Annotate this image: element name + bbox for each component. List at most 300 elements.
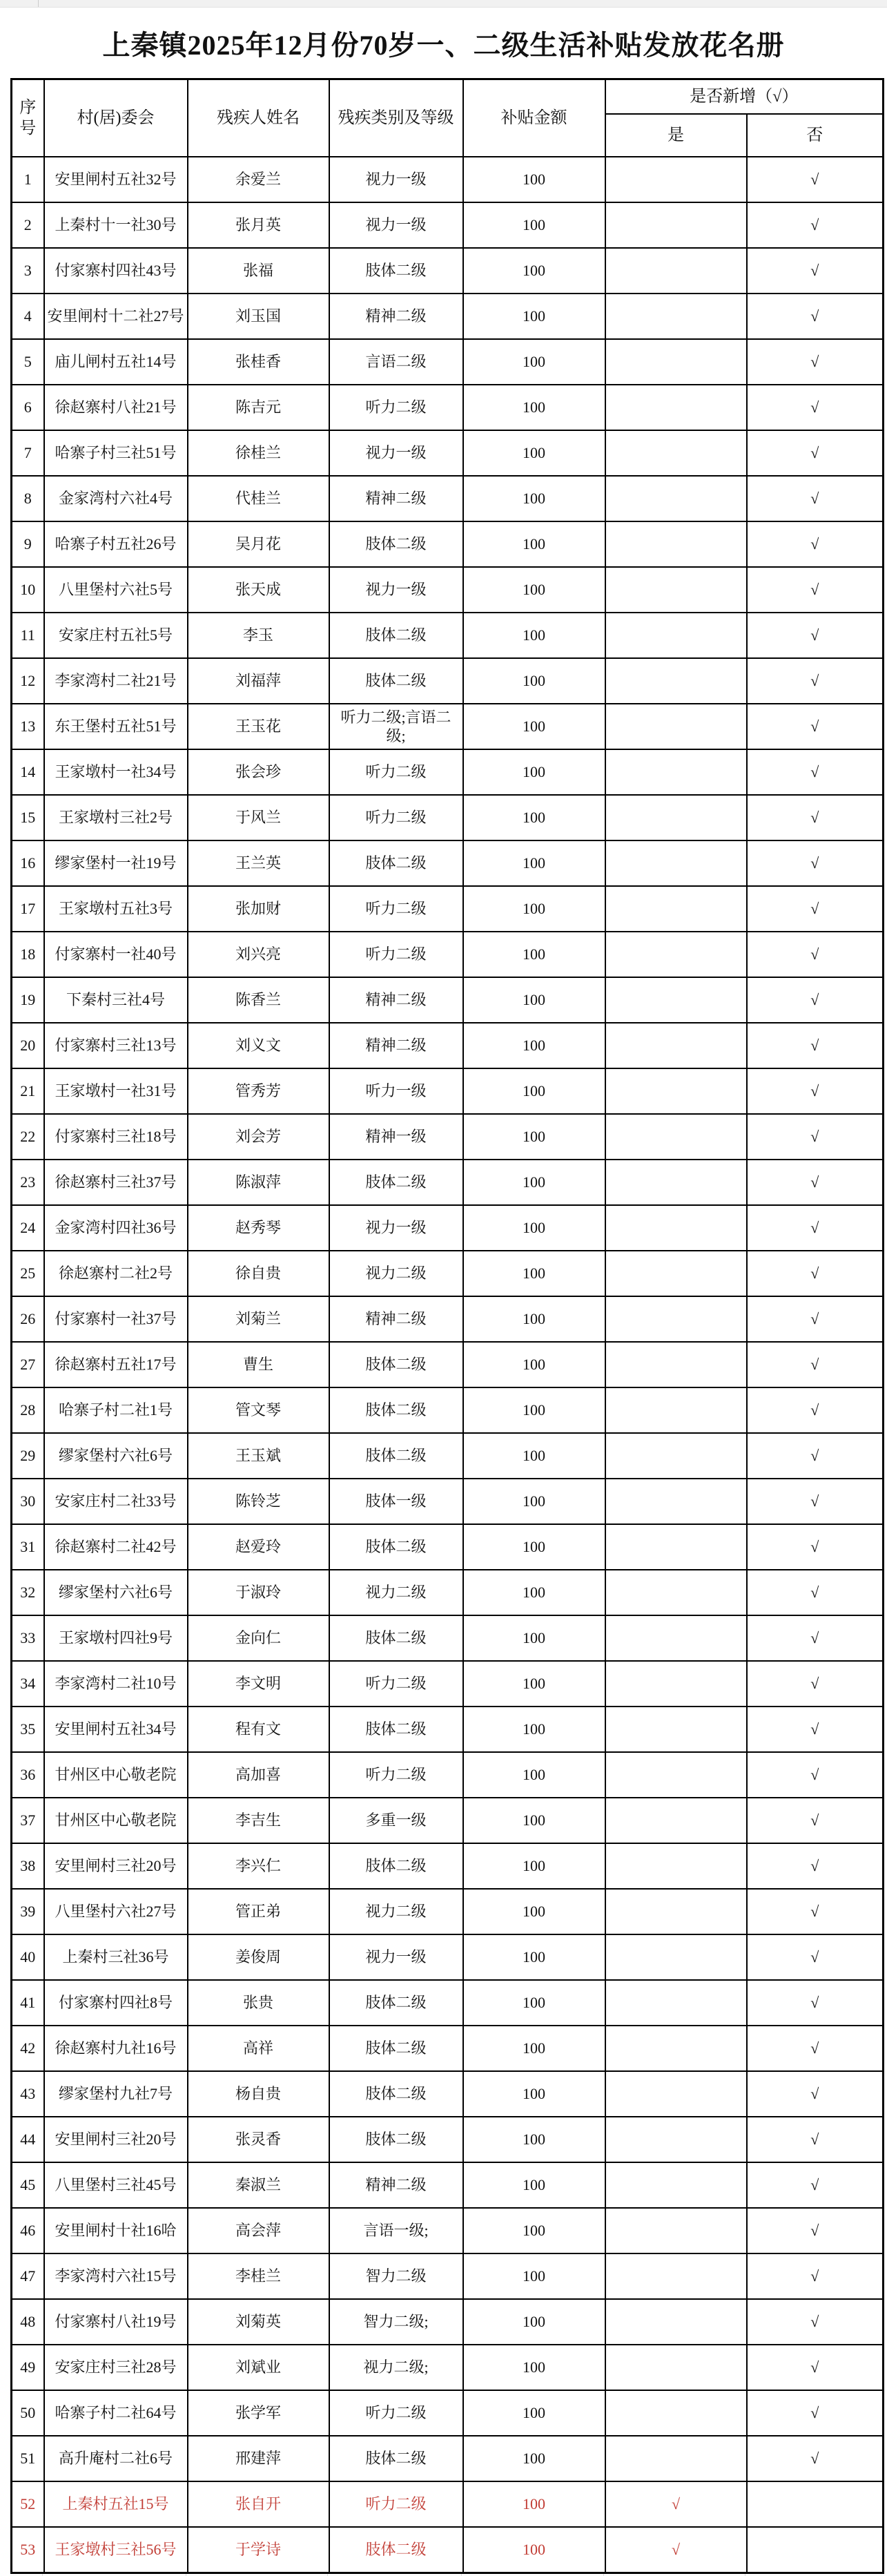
cell-name: 陈香兰 (188, 977, 329, 1023)
cell-amount: 100 (463, 157, 605, 202)
table-row (12, 1661, 884, 1707)
cell-name: 张桂香 (188, 339, 329, 385)
cell-seq: 36 (12, 1752, 44, 1798)
cell-is-new-yes (605, 977, 747, 1023)
cell-category: 视力一级 (329, 567, 463, 613)
cell-amount: 100 (463, 1843, 605, 1889)
table-row (12, 1160, 884, 1205)
cell-seq: 15 (12, 795, 44, 840)
cell-seq: 41 (12, 1980, 44, 2026)
cell-is-new-yes (605, 521, 747, 567)
cell-is-new-no: √ (747, 1570, 884, 1615)
cell-amount: 100 (463, 567, 605, 613)
cell-amount: 100 (463, 1707, 605, 1752)
cell-seq: 35 (12, 1707, 44, 1752)
cell-amount: 100 (463, 658, 605, 704)
cell-amount: 100 (463, 1661, 605, 1707)
cell-village: 徐赵寨村三社37号 (44, 1160, 188, 1205)
cell-is-new-no: √ (747, 567, 884, 613)
cell-is-new-yes (605, 2026, 747, 2071)
cell-amount: 100 (463, 886, 605, 932)
cell-name: 刘菊兰 (188, 1296, 329, 1342)
cell-amount: 100 (463, 1296, 605, 1342)
cell-village: 甘州区中心敬老院 (44, 1798, 188, 1843)
cell-name: 陈淑萍 (188, 1160, 329, 1205)
cell-village: 东王堡村五社51号 (44, 704, 188, 749)
cell-seq: 7 (12, 430, 44, 476)
cell-seq: 30 (12, 1479, 44, 1524)
table-row (12, 1798, 884, 1843)
table-row (12, 1980, 884, 2026)
cell-amount: 100 (463, 202, 605, 248)
cell-village: 付家寨村一社40号 (44, 932, 188, 977)
table-row (12, 521, 884, 567)
cell-category: 肢体二级 (329, 1160, 463, 1205)
cell-is-new-no: √ (747, 1296, 884, 1342)
cell-is-new-yes (605, 1798, 747, 1843)
table-header (12, 79, 884, 157)
header-is-new-no: 否 (747, 114, 884, 157)
cell-amount: 100 (463, 385, 605, 430)
cell-village: 安里闸村五社32号 (44, 157, 188, 202)
gridline-artifact (461, 2574, 462, 2576)
cell-name: 张贵 (188, 1980, 329, 2026)
table-row (12, 932, 884, 977)
cell-is-new-no: √ (747, 2026, 884, 2071)
cell-amount: 100 (463, 521, 605, 567)
cell-category: 智力二级 (329, 2253, 463, 2299)
cell-name: 姜俊周 (188, 1934, 329, 1980)
cell-category: 肢体二级 (329, 1387, 463, 1433)
cell-village: 庙儿闸村五社14号 (44, 339, 188, 385)
cell-name: 李吉生 (188, 1798, 329, 1843)
cell-village: 徐赵寨村九社16号 (44, 2026, 188, 2071)
table-row (12, 1068, 884, 1114)
cell-village: 付家寨村四社8号 (44, 1980, 188, 2026)
cell-category: 视力一级 (329, 1934, 463, 1980)
cell-amount: 100 (463, 1433, 605, 1479)
cell-village: 哈寨子村二社64号 (44, 2390, 188, 2436)
cell-is-new-yes (605, 1980, 747, 2026)
cell-village: 金家湾村四社36号 (44, 1205, 188, 1251)
cell-village: 八里堡村三社45号 (44, 2162, 188, 2208)
table-row (12, 1707, 884, 1752)
cell-is-new-no (747, 2481, 884, 2527)
table-row (12, 1296, 884, 1342)
cell-amount: 100 (463, 1752, 605, 1798)
cell-seq: 53 (12, 2527, 44, 2573)
cell-is-new-yes (605, 1342, 747, 1387)
cell-is-new-no: √ (747, 840, 884, 886)
cell-is-new-no: √ (747, 977, 884, 1023)
cell-seq: 4 (12, 294, 44, 339)
cell-is-new-no: √ (747, 476, 884, 521)
cell-category: 视力二级; (329, 2345, 463, 2390)
cell-village: 付家寨村八社19号 (44, 2299, 188, 2345)
cell-is-new-yes (605, 1889, 747, 1934)
cell-category: 肢体二级 (329, 1615, 463, 1661)
cell-is-new-yes (605, 1707, 747, 1752)
table-row (12, 294, 884, 339)
table-row (12, 704, 884, 749)
cell-is-new-yes (605, 658, 747, 704)
cell-village: 李家湾村二社21号 (44, 658, 188, 704)
table-row (12, 886, 884, 932)
cell-name: 张灵香 (188, 2117, 329, 2162)
cell-name: 刘福萍 (188, 658, 329, 704)
cell-amount: 100 (463, 2253, 605, 2299)
cell-name: 刘会芳 (188, 1114, 329, 1160)
spreadsheet-edge-artifact (0, 0, 887, 8)
cell-is-new-no: √ (747, 613, 884, 658)
cell-is-new-no: √ (747, 1342, 884, 1387)
cell-is-new-yes (605, 1524, 747, 1570)
cell-is-new-no: √ (747, 1615, 884, 1661)
cell-is-new-no: √ (747, 2071, 884, 2117)
cell-category: 听力二级 (329, 1661, 463, 1707)
page-title: 上秦镇2025年12月份70岁一、二级生活补贴发放花名册 (102, 29, 785, 61)
cell-category: 精神二级 (329, 1296, 463, 1342)
table-row (12, 2390, 884, 2436)
cell-amount: 100 (463, 2162, 605, 2208)
cell-seq: 2 (12, 202, 44, 248)
cell-amount: 100 (463, 1068, 605, 1114)
table-row (12, 1524, 884, 1570)
cell-seq: 3 (12, 248, 44, 294)
table-row (12, 1433, 884, 1479)
cell-is-new-no: √ (747, 1980, 884, 2026)
cell-amount: 100 (463, 2299, 605, 2345)
cell-category: 视力二级 (329, 1251, 463, 1296)
subsidy-roster-table (10, 78, 884, 2574)
cell-seq: 42 (12, 2026, 44, 2071)
cell-seq: 32 (12, 1570, 44, 1615)
cell-name: 李文明 (188, 1661, 329, 1707)
cell-village: 哈寨子村三社51号 (44, 430, 188, 476)
cell-name: 张自开 (188, 2481, 329, 2527)
cell-seq: 9 (12, 521, 44, 567)
cell-is-new-no: √ (747, 1798, 884, 1843)
cell-village: 高升庵村二社6号 (44, 2436, 188, 2481)
cell-category: 精神二级 (329, 476, 463, 521)
cell-is-new-no: √ (747, 1251, 884, 1296)
cell-name: 高会萍 (188, 2208, 329, 2253)
cell-village: 安里闸村十社16哈 (44, 2208, 188, 2253)
cell-seq: 34 (12, 1661, 44, 1707)
cell-is-new-yes (605, 795, 747, 840)
cell-amount: 100 (463, 2208, 605, 2253)
below-table-artifacts (10, 2574, 882, 2576)
cell-village: 安里闸村三社20号 (44, 1843, 188, 1889)
cell-amount: 100 (463, 932, 605, 977)
cell-seq: 1 (12, 157, 44, 202)
cell-name: 陈吉元 (188, 385, 329, 430)
table-row (12, 1615, 884, 1661)
cell-name: 张会珍 (188, 749, 329, 795)
cell-is-new-yes (605, 704, 747, 749)
cell-is-new-yes (605, 2117, 747, 2162)
cell-category: 听力一级 (329, 1068, 463, 1114)
cell-is-new-no: √ (747, 1843, 884, 1889)
cell-category: 言语二级 (329, 339, 463, 385)
cell-amount: 100 (463, 1205, 605, 1251)
cell-name: 秦淑兰 (188, 2162, 329, 2208)
table-row (12, 2208, 884, 2253)
cell-seq: 46 (12, 2208, 44, 2253)
header-category: 残疾类别及等级 (329, 79, 463, 157)
cell-category: 听力二级;言语二级; (329, 704, 463, 749)
table-row (12, 749, 884, 795)
cell-village: 徐赵寨村二社2号 (44, 1251, 188, 1296)
cell-is-new-yes (605, 840, 747, 886)
cell-category: 听力二级 (329, 795, 463, 840)
cell-amount: 100 (463, 2345, 605, 2390)
cell-seq: 27 (12, 1342, 44, 1387)
cell-village: 安里闸村五社34号 (44, 1707, 188, 1752)
cell-category: 肢体二级 (329, 1843, 463, 1889)
cell-is-new-no: √ (747, 521, 884, 567)
cell-seq: 20 (12, 1023, 44, 1068)
cell-seq: 8 (12, 476, 44, 521)
cell-seq: 48 (12, 2299, 44, 2345)
cell-is-new-yes (605, 385, 747, 430)
cell-village: 八里堡村六社27号 (44, 1889, 188, 1934)
cell-is-new-yes (605, 1160, 747, 1205)
table-row (12, 2436, 884, 2481)
cell-category: 听力二级 (329, 932, 463, 977)
cell-seq: 49 (12, 2345, 44, 2390)
table-row (12, 1752, 884, 1798)
cell-name: 金向仁 (188, 1615, 329, 1661)
cell-category: 听力二级 (329, 1752, 463, 1798)
cell-is-new-yes: √ (605, 2527, 747, 2573)
cell-category: 听力二级 (329, 2481, 463, 2527)
cell-is-new-yes (605, 339, 747, 385)
cell-category: 听力二级 (329, 886, 463, 932)
cell-category: 肢体二级 (329, 2026, 463, 2071)
cell-village: 安家庄村二社33号 (44, 1479, 188, 1524)
cell-amount: 100 (463, 1023, 605, 1068)
cell-village: 八里堡村六社5号 (44, 567, 188, 613)
cell-is-new-yes (605, 1570, 747, 1615)
cell-seq: 28 (12, 1387, 44, 1433)
cell-seq: 51 (12, 2436, 44, 2481)
cell-is-new-no: √ (747, 1387, 884, 1433)
cell-village: 甘州区中心敬老院 (44, 1752, 188, 1798)
cell-is-new-yes (605, 1752, 747, 1798)
cell-seq: 5 (12, 339, 44, 385)
cell-village: 哈寨子村二社1号 (44, 1387, 188, 1433)
cell-seq: 33 (12, 1615, 44, 1661)
cell-is-new-no: √ (747, 1068, 884, 1114)
header-name: 残疾人姓名 (188, 79, 329, 157)
cell-category: 视力一级 (329, 157, 463, 202)
table-row (12, 613, 884, 658)
cell-seq: 11 (12, 613, 44, 658)
cell-is-new-no: √ (747, 2390, 884, 2436)
cell-is-new-no: √ (747, 795, 884, 840)
cell-is-new-yes (605, 886, 747, 932)
cell-category: 肢体二级 (329, 1342, 463, 1387)
cell-category: 视力二级 (329, 1889, 463, 1934)
cell-is-new-no: √ (747, 202, 884, 248)
cell-is-new-yes (605, 430, 747, 476)
cell-village: 王家墩村三社56号 (44, 2527, 188, 2573)
cell-amount: 100 (463, 2026, 605, 2071)
header-amount: 补贴金额 (463, 79, 605, 157)
table-row (12, 1387, 884, 1433)
cell-amount: 100 (463, 294, 605, 339)
cell-amount: 100 (463, 430, 605, 476)
cell-seq: 16 (12, 840, 44, 886)
cell-name: 李桂兰 (188, 2253, 329, 2299)
cell-amount: 100 (463, 339, 605, 385)
cell-is-new-yes (605, 1023, 747, 1068)
cell-seq: 29 (12, 1433, 44, 1479)
table-body (12, 157, 884, 2573)
cell-category: 肢体二级 (329, 248, 463, 294)
cell-is-new-yes (605, 1296, 747, 1342)
cell-seq: 31 (12, 1524, 44, 1570)
cell-village: 安里闸村十二社27号 (44, 294, 188, 339)
cell-is-new-no: √ (747, 248, 884, 294)
cell-seq: 19 (12, 977, 44, 1023)
cell-is-new-yes (605, 2436, 747, 2481)
cell-name: 高加喜 (188, 1752, 329, 1798)
cell-seq: 18 (12, 932, 44, 977)
cell-village: 缪家堡村六社6号 (44, 1433, 188, 1479)
table-row (12, 2026, 884, 2071)
cell-name: 王玉花 (188, 704, 329, 749)
cell-amount: 100 (463, 1114, 605, 1160)
cell-village: 王家墩村四社9号 (44, 1615, 188, 1661)
table-row (12, 476, 884, 521)
cell-amount: 100 (463, 1934, 605, 1980)
cell-is-new-yes (605, 157, 747, 202)
cell-is-new-no: √ (747, 157, 884, 202)
cell-is-new-no: √ (747, 2345, 884, 2390)
cell-is-new-no: √ (747, 1205, 884, 1251)
cell-village: 哈寨子村五社26号 (44, 521, 188, 567)
cell-category: 听力二级 (329, 385, 463, 430)
cell-village: 下秦村三社4号 (44, 977, 188, 1023)
cell-seq: 12 (12, 658, 44, 704)
cell-category: 视力一级 (329, 430, 463, 476)
cell-seq: 22 (12, 1114, 44, 1160)
cell-amount: 100 (463, 977, 605, 1023)
cell-amount: 100 (463, 1615, 605, 1661)
cell-is-new-yes (605, 2208, 747, 2253)
cell-seq: 26 (12, 1296, 44, 1342)
cell-name: 吴月花 (188, 521, 329, 567)
cell-village: 李家湾村六社15号 (44, 2253, 188, 2299)
cell-village: 李家湾村二社10号 (44, 1661, 188, 1707)
cell-is-new-no: √ (747, 2162, 884, 2208)
cell-seq: 37 (12, 1798, 44, 1843)
cell-is-new-no: √ (747, 430, 884, 476)
cell-is-new-no: √ (747, 886, 884, 932)
cell-is-new-yes (605, 1205, 747, 1251)
cell-category: 肢体一级 (329, 1479, 463, 1524)
table-row (12, 1114, 884, 1160)
table-row (12, 248, 884, 294)
cell-village: 王家墩村三社2号 (44, 795, 188, 840)
table-row (12, 1479, 884, 1524)
cell-name: 徐桂兰 (188, 430, 329, 476)
cell-category: 听力二级 (329, 2390, 463, 2436)
cell-amount: 100 (463, 795, 605, 840)
table-row (12, 430, 884, 476)
table-row (12, 1570, 884, 1615)
cell-is-new-yes (605, 248, 747, 294)
table-row (12, 2345, 884, 2390)
cell-is-new-no: √ (747, 704, 884, 749)
cell-is-new-yes (605, 749, 747, 795)
cell-name: 余爱兰 (188, 157, 329, 202)
cell-amount: 100 (463, 2481, 605, 2527)
cell-amount: 100 (463, 1342, 605, 1387)
cell-category: 肢体二级 (329, 2527, 463, 2573)
cell-village: 徐赵寨村五社17号 (44, 1342, 188, 1387)
cell-category: 精神二级 (329, 1023, 463, 1068)
table-row (12, 157, 884, 202)
table-row (12, 2527, 884, 2573)
cell-name: 刘义文 (188, 1023, 329, 1068)
cell-village: 安家庄村五社5号 (44, 613, 188, 658)
cell-name: 张福 (188, 248, 329, 294)
cell-is-new-yes (605, 2390, 747, 2436)
cell-seq: 52 (12, 2481, 44, 2527)
table-row (12, 339, 884, 385)
cell-category: 肢体二级 (329, 1980, 463, 2026)
table-row (12, 567, 884, 613)
cell-is-new-no: √ (747, 2117, 884, 2162)
cell-is-new-no: √ (747, 1889, 884, 1934)
cell-is-new-no: √ (747, 1524, 884, 1570)
cell-name: 刘菊英 (188, 2299, 329, 2345)
table-row (12, 1205, 884, 1251)
table-row (12, 658, 884, 704)
table-row (12, 2071, 884, 2117)
cell-is-new-no: √ (747, 2253, 884, 2299)
cell-is-new-yes (605, 2299, 747, 2345)
table-row (12, 1889, 884, 1934)
table-row (12, 2253, 884, 2299)
cell-village: 金家湾村六社4号 (44, 476, 188, 521)
cell-is-new-yes (605, 932, 747, 977)
cell-seq: 14 (12, 749, 44, 795)
cell-category: 肢体二级 (329, 2117, 463, 2162)
cell-is-new-yes (605, 1934, 747, 1980)
cell-village: 安家庄村三社28号 (44, 2345, 188, 2390)
cell-village: 王家墩村一社31号 (44, 1068, 188, 1114)
cell-amount: 100 (463, 2071, 605, 2117)
cell-is-new-yes (605, 1387, 747, 1433)
cell-category: 视力一级 (329, 202, 463, 248)
cell-is-new-yes (605, 1661, 747, 1707)
cell-name: 李玉 (188, 613, 329, 658)
header-is-new-yes: 是 (605, 114, 747, 157)
cell-category: 肢体二级 (329, 613, 463, 658)
cell-village: 付家寨村三社13号 (44, 1023, 188, 1068)
cell-is-new-yes (605, 613, 747, 658)
table-row (12, 2162, 884, 2208)
gridline-artifact (38, 0, 39, 7)
cell-category: 肢体二级 (329, 658, 463, 704)
table-row (12, 1843, 884, 1889)
cell-is-new-no: √ (747, 2436, 884, 2481)
cell-is-new-no: √ (747, 1934, 884, 1980)
